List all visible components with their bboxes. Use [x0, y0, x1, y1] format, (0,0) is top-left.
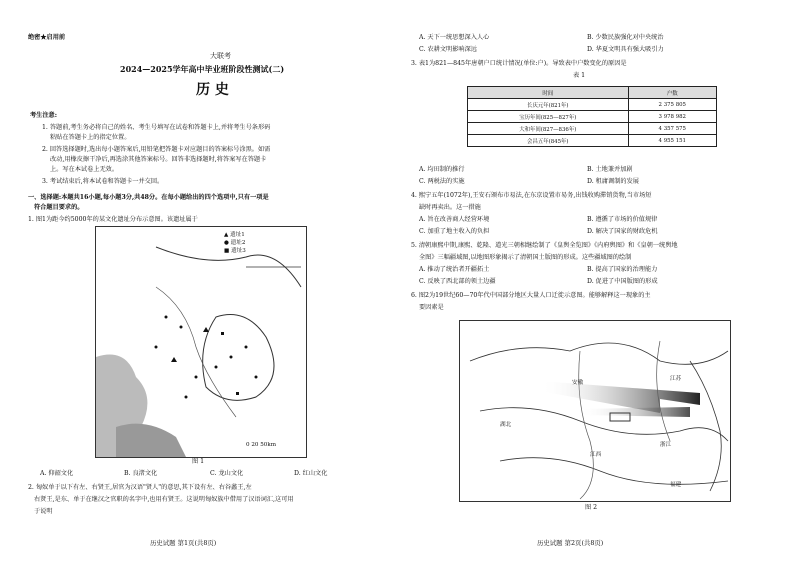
- table-header: 时间: [468, 87, 629, 99]
- q1-option-b: B. 良渚文化: [124, 470, 158, 477]
- figure-1-map: [95, 226, 307, 458]
- q6-line: 6. 图2为19世纪60—70年代中国部分地区大量人口迁徙示意图。能够解释这一现象的主: [411, 292, 651, 299]
- q5-option-c: C. 反映了西北部的领土边疆: [419, 278, 496, 285]
- notes-title: 考生注意:: [30, 112, 58, 119]
- table-cell: 会昌五年(845年): [468, 135, 629, 147]
- q3-option-d: D. 租庸调制的发展: [587, 178, 639, 185]
- note-line: 1. 答题前,考生务必将自己的姓名、考生号填写在试卷和答题卡上,并将考生号条形码: [42, 124, 271, 131]
- question-3: 3. 表1为821—845年唐朝户口统计情况(单位:户)。导致表中户数变化的原因是: [411, 60, 627, 67]
- table-cell: 长庆元年(821年): [468, 99, 629, 111]
- table-cell: 2 375 805: [628, 99, 716, 111]
- table-cell: 4 357 575: [628, 123, 716, 135]
- q2-option-a: A. 天下一统思想深入人心: [419, 34, 490, 41]
- q2-line: 右贤王,是东、单于在继汉之官职的名字中,也用有贤王。这说明匈奴族中借用了汉语词汇,这可用: [34, 496, 294, 503]
- q2-option-c: C. 农耕文明影响深远: [419, 46, 477, 53]
- legend-item: ■ 遗址3: [224, 248, 246, 254]
- figure-2-map: [459, 320, 731, 502]
- exam-org: 大联考: [210, 52, 231, 60]
- q4-option-b: B. 遵循了市场的价值规律: [587, 216, 658, 223]
- figure-2-caption: 图 2: [585, 504, 598, 511]
- map-scale: 0 20 50km: [246, 442, 277, 448]
- map-label-province: 安徽: [572, 380, 584, 386]
- q4-option-d: D. 解决了国家的财政危机: [587, 228, 658, 235]
- page-footer: 历史试题 第1页(共8页): [150, 539, 217, 547]
- table-cell: 宝历年间(825—827年): [468, 111, 629, 123]
- table-row: [468, 135, 717, 147]
- subject-title: 历 史: [196, 82, 229, 98]
- note-line: 上。写在本试卷上无效。: [50, 166, 119, 173]
- note-line: 2. 回答选择题时,选出每小题答案后,用铅笔把答题卡对应题目的答案标号涂黑。如需: [42, 146, 271, 153]
- q4-option-c: C. 加重了地主收入的负担: [419, 228, 490, 235]
- table-title: 表 1: [573, 72, 586, 79]
- q4-line: 缺时再卖出。这一措施: [419, 204, 481, 211]
- map-label-province: 福建: [670, 482, 682, 488]
- section-title-2: 符合题目要求的。: [34, 204, 84, 211]
- exam-title: 2024—2025学年高中毕业班阶段性测试(二): [120, 64, 285, 74]
- q5-option-a: A. 推动了统治者开疆拓土: [419, 266, 490, 273]
- table-row: [468, 123, 717, 135]
- map-1-graphic: [96, 227, 306, 457]
- q3-option-c: C. 两税法的实施: [419, 178, 465, 185]
- q1-option-d: D. 红山文化: [294, 470, 328, 477]
- q5-line: 全图》三幅疆域图,以地图形象揭示了清朝国土版图的形成。这些疆域图的绘制: [419, 254, 632, 261]
- table-row: [468, 111, 717, 123]
- note-line: 改动,用橡皮擦干净后,再选涂其他答案标号。回答非选择题时,将答案写在答题卡: [50, 156, 267, 163]
- map-2-graphic: [460, 321, 730, 501]
- figure-1-caption: 图 1: [192, 458, 205, 465]
- table-header: 户数: [628, 87, 716, 99]
- table-cell: 4 955 151: [628, 135, 716, 147]
- map-label-province: 江西: [590, 452, 602, 458]
- section-title: 一、选择题:本题共16小题,每小题3分,共48分。在每小题给出的四个选项中,只有一项是: [28, 194, 269, 201]
- q2-option-d: D. 华夏文明具有强大吸引力: [587, 46, 664, 53]
- q6-line: 要因素是: [419, 304, 444, 311]
- q1-option-c: C. 龙山文化: [210, 470, 244, 477]
- q2-line: 2. 匈奴单于以下有左、右贤王,居官为汉语"贤人"的意思,其下设有左、右谷蠡王,左: [28, 484, 252, 491]
- q5-option-d: D. 促进了中国版图的形成: [587, 278, 658, 285]
- q2-line: 于说明: [34, 508, 53, 515]
- right-page: [397, 0, 794, 561]
- table-cell: 大和年间(827—836年): [468, 123, 629, 135]
- q2-option-b: B. 少数民族强化对中央统治: [587, 34, 664, 41]
- note-line: 粘贴在答题卡上的指定位置。: [50, 134, 131, 141]
- population-table: [467, 86, 717, 147]
- confidential-mark: 绝密★启用前: [28, 34, 66, 41]
- table-row: [468, 99, 717, 111]
- map-label-province: 湖北: [500, 422, 512, 428]
- q5-option-b: B. 提高了国家的治理能力: [587, 266, 658, 273]
- q5-line: 5. 清朝康熙中期,康熙、乾隆、道光三朝相继绘制了《皇舆全览图》《内府舆图》和《皇朝一统舆地: [411, 242, 678, 249]
- q1-option-a: A. 仰韶文化: [40, 470, 74, 477]
- q4-line: 4. 熙宁五年(1072年),王安石颁布市易法,在东京设置市易务,出钱收购滞销货物,当市场短: [411, 192, 652, 199]
- legend-item: ▲ 遗址1: [224, 232, 245, 238]
- map-label-province: 浙江: [660, 442, 672, 448]
- q3-option-b: B. 土地兼并加剧: [587, 166, 633, 173]
- question-1: 1. 图1为距今约5000年的某文化遗址分布示意图。该遗址属于: [28, 216, 198, 223]
- map-label-province: 江苏: [670, 376, 682, 382]
- page-footer: 历史试题 第2页(共8页): [537, 539, 604, 547]
- table-header-row: [468, 87, 717, 99]
- q3-option-a: A. 均田制的推行: [419, 166, 465, 173]
- note-line: 3. 考试结束后,将本试卷和答题卡一并交回。: [42, 178, 164, 185]
- q4-option-a: A. 旨在改善商人经营环境: [419, 216, 490, 223]
- legend-item: ● 遗址2: [224, 240, 246, 246]
- table-cell: 3 978 982: [628, 111, 716, 123]
